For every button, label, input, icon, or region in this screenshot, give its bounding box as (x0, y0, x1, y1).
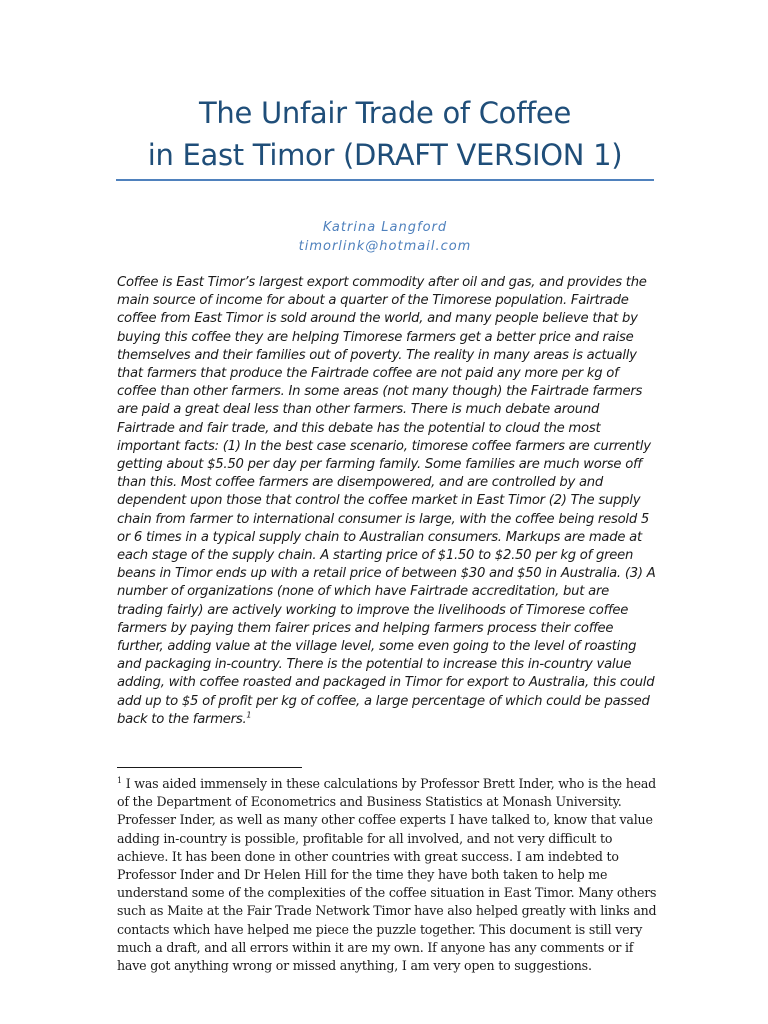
author-block (116, 218, 654, 256)
title-underline-divider (116, 179, 654, 181)
abstract-paragraph (117, 274, 657, 729)
footnote-text: I was aided immensely in these calculations by Professor Brett Inder, who is the head of the Department of Econometrics and Business Statistics at Monash University. Professer Inder, as well as many other coffee experts I have talked to, know that value adding in-country is possible, profitable for all involved, and not very difficult to achieve. It has been done in other countries with great success. I am indebted to Professor Inder and Dr Helen Hill for the time they have both taken to help me understand some of the complexities of the coffee situation in East Timor. Many others such as Maite at the Fair Trade Network Timor have also helped greatly with links and contacts which have helped me piece the puzzle together. This document is still very much a draft, and all errors within it are my own. If anyone has any comments or if have got anything wrong or missed anything, I am very open to suggestions. (117, 776, 657, 974)
author-email: timorlink@hotmail.com (298, 239, 472, 254)
footnote-reference: 1 (246, 710, 252, 720)
footnote-separator (117, 767, 302, 768)
footnote-marker: 1 (117, 775, 122, 785)
abstract-text: Coffee is East Timor’s largest export commodity after oil and gas, and provides the main source of income for about a quarter of the Timorese population. Fairtrade coffee from East Timor is sold around the world, and many people believe that by buying this coffee they are helping Timorese farmers get a better price and raise themselves and their families out of poverty. The reality in many areas is actually that farmers that produce the Fairtrade coffee are not paid any more per kg of coffee than other farmers. In some areas (not many though) the Fairtrade farmers are paid a great deal less than other farmers. There is much debate around Fairtrade and fair trade, and this debate has the potential to cloud the most important facts: (1) In the best case scenario, timorese coffee farmers are currently getting about $5.50 per day per farming family. Some families are much worse off than this. Most coffee farmers are disempowered, and are controlled by and dependent upon those that control the coffee market in East Timor (2) The supply chain from farmer to international consumer is large, with the coffee being resold 5 or 6 times in a typical supply chain to Australian consumers. Markups are made at each stage of the supply chain. A starting price of $1.50 to $2.50 per kg of green beans in Timor ends up with a retail price of between $30 and $50 in Australia. (3) A number of organizations (none of which have Fairtrade accreditation, but are trading fairly) are actively working to improve the livelihoods of Timorese coffee farmers by paying them fairer prices and helping farmers process their coffee further, adding value at the village level, some even going to the level of roasting and packaging in-country. There is the potential to increase this in-country value adding, with coffee roasted and packaged in Timor for export to Australia, this could add up to $5 of profit per kg of coffee, a large percentage of which could be passed back to the farmers. (117, 275, 656, 727)
title-line-1: The Unfair Trade of Coffee (198, 96, 572, 130)
title-line-2: in East Timor (DRAFT VERSION 1) (147, 138, 623, 172)
document-title (116, 92, 654, 176)
author-name: Katrina Langford (322, 220, 448, 235)
footnote (117, 775, 657, 975)
